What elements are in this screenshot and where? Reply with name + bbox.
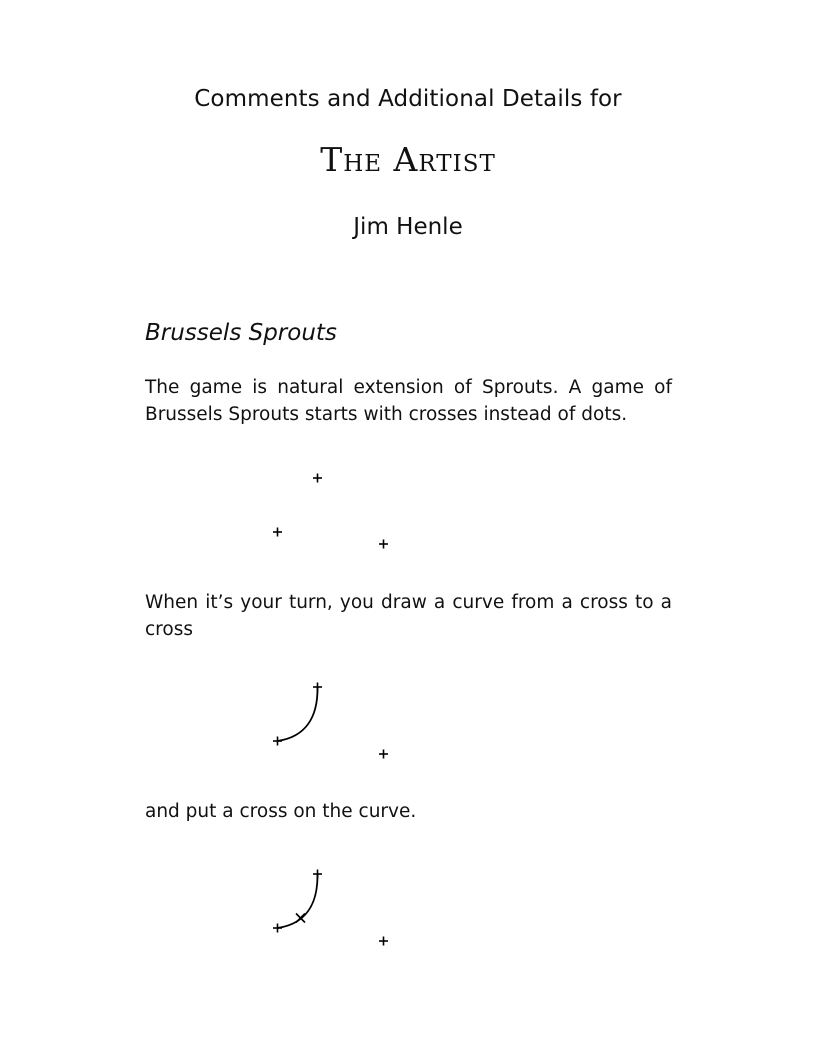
- cross-top: [313, 683, 322, 692]
- cross-left: [273, 924, 282, 933]
- cross-left: [273, 528, 282, 537]
- paragraph-place: and put a cross on the curve.: [145, 801, 417, 822]
- document-title: The Artist: [320, 140, 496, 179]
- cross-right: [379, 937, 388, 946]
- paragraph-intro: The game is natural extension of Sprouts. A game of Brussels Sprouts starts with crosses instead of dots.: [145, 377, 672, 425]
- section-heading: Brussels Sprouts: [145, 320, 337, 346]
- connecting-curve: [278, 687, 318, 741]
- cross-right: [379, 750, 388, 759]
- cross-top: [313, 474, 322, 483]
- author-name: Jim Henle: [353, 214, 463, 240]
- figure-cross-added: [0, 862, 816, 954]
- paragraph-turn: When it’s your turn, you draw a curve from a cross to a cross: [145, 592, 672, 640]
- document-subtitle: Comments and Additional Details for: [194, 86, 622, 112]
- cross-top: [313, 870, 322, 879]
- figure-curve-drawn: [0, 676, 816, 766]
- cross-on-curve: [296, 914, 305, 923]
- cross-right: [379, 540, 388, 549]
- cross-left: [273, 737, 282, 746]
- figure-initial-crosses: [0, 466, 816, 556]
